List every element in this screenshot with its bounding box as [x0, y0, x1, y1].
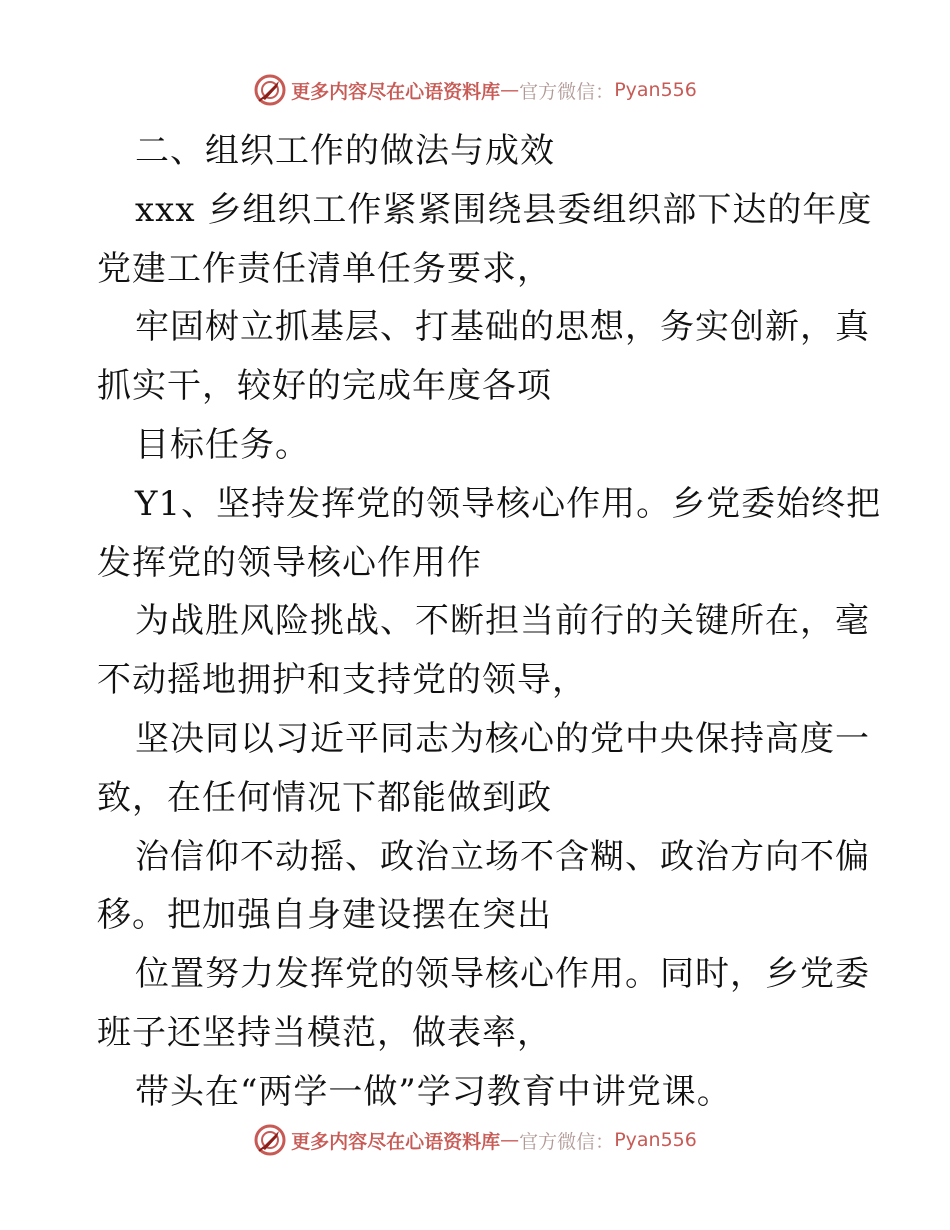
watermark-dash: —	[500, 1129, 520, 1151]
paragraph-line: 移。把加强自身建设摆在突出	[97, 895, 552, 936]
section-heading: 二、组织工作的做法与成效	[135, 131, 555, 171]
paragraph-line: 为战胜风险挑战、不断担当前行的关键所在，毫	[135, 601, 870, 642]
footer-watermark	[0, 1120, 950, 1160]
paragraph-line: 班子还坚持当模范，做表率，	[97, 1012, 552, 1053]
paragraph-line: 带头在“两学一做”学习教育中讲党课。	[135, 1071, 732, 1112]
paragraph-line: 致，在任何情况下都能做到政	[97, 777, 552, 818]
document-body	[97, 122, 882, 1122]
watermark-main-text: 更多内容尽在心语资料库	[291, 1130, 501, 1153]
paragraph-line: 目标任务。	[135, 424, 310, 465]
paragraph-line: xxx 乡组织工作紧紧围绕县委组织部下达的年度	[135, 189, 873, 230]
watermark-wechat-id: Pyan556	[614, 1129, 697, 1151]
paragraph-line: 牢固树立抓基层、打基础的思想，务实创新，真	[135, 307, 870, 348]
watermark-wechat-id: Pyan556	[614, 79, 697, 101]
watermark-wechat-label: 官方微信：	[519, 1130, 615, 1153]
paragraph-line: 不动摇地拥护和支持党的领导，	[97, 660, 587, 701]
watermark-main-text: 更多内容尽在心语资料库	[291, 80, 501, 103]
paragraph-line: Y1、坚持发挥党的领导核心作用。乡党委始终把	[135, 483, 882, 524]
paragraph-line: 党建工作责任清单任务要求，	[97, 248, 552, 289]
pen-nib-logo-icon	[253, 73, 287, 107]
paragraph-line: 发挥党的领导核心作用作	[97, 542, 482, 583]
paragraph-line: 坚决同以习近平同志为核心的党中央保持高度一	[135, 718, 870, 759]
header-watermark	[0, 70, 950, 110]
watermark-dash: —	[500, 79, 520, 101]
pen-nib-logo-icon	[253, 1123, 287, 1157]
paragraph-line: 抓实干，较好的完成年度各项	[97, 366, 552, 407]
watermark-wechat-label: 官方微信：	[519, 80, 615, 103]
paragraph-line: 治信仰不动摇、政治立场不含糊、政治方向不偏	[135, 836, 870, 877]
paragraph-line: 位置努力发挥党的领导核心作用。同时，乡党委	[135, 954, 870, 995]
